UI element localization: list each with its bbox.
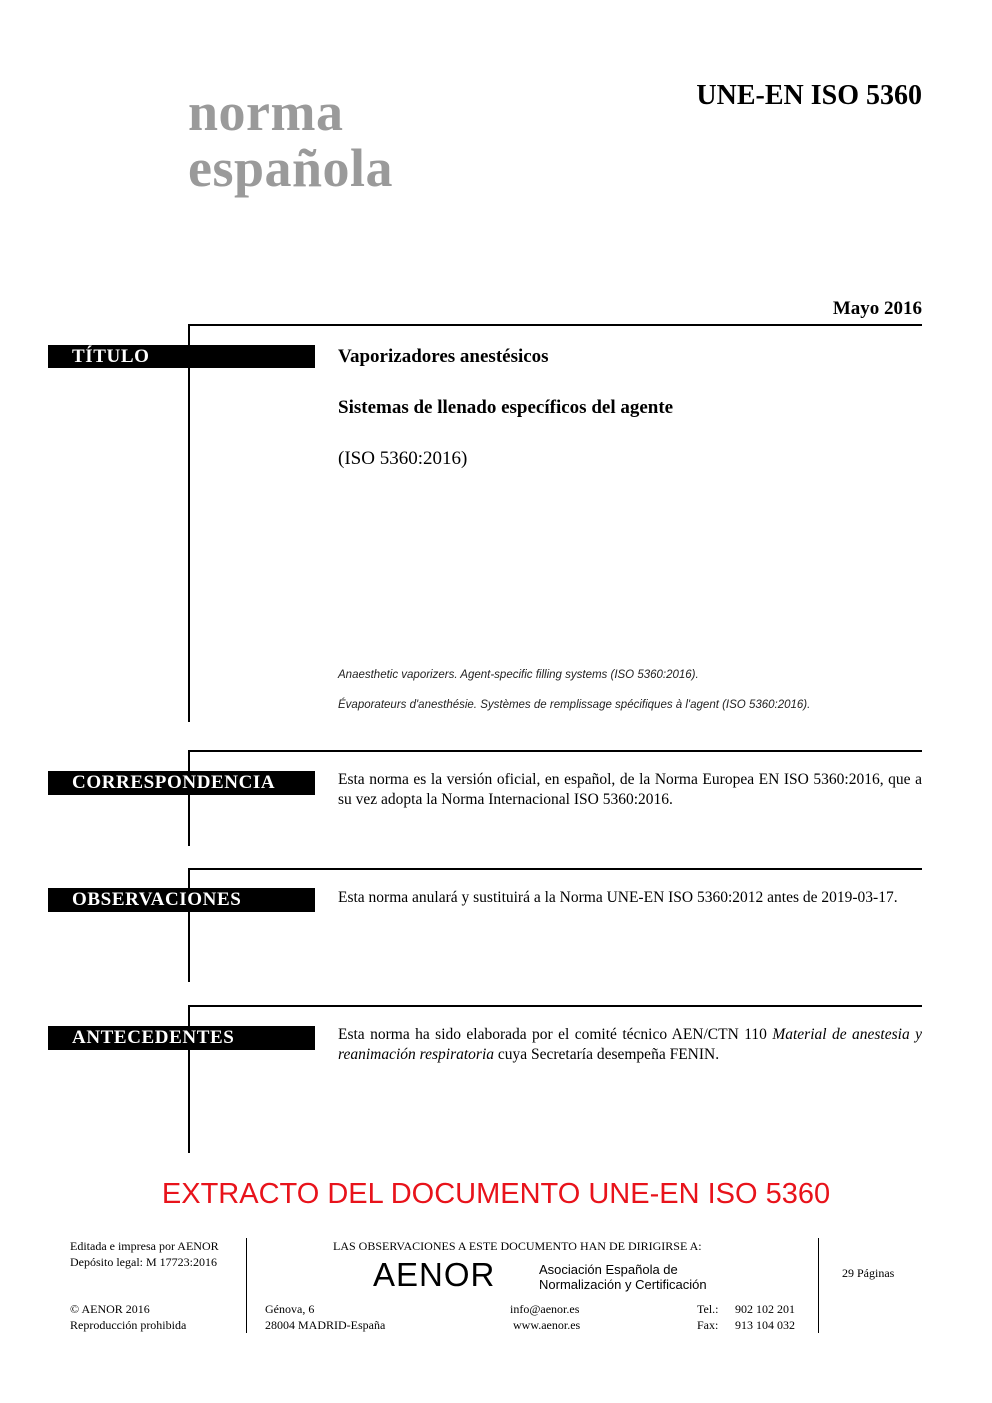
observaciones-text: Esta norma anulará y sustituirá a la Norma UNE-EN ISO 5360:2012 antes de 2019-03-17. <box>338 889 898 906</box>
aenor-org-line-1: Asociación Española de <box>539 1262 678 1277</box>
title-subtitle: Sistemas de llenado específicos del agente <box>338 397 674 418</box>
observaciones-top-rule <box>188 868 922 870</box>
observaciones-label: OBSERVACIONES <box>48 888 315 912</box>
antecedentes-text-end: cuya Secretaría desempeña FENIN. <box>494 1046 720 1063</box>
brand-title <box>188 84 393 196</box>
antecedentes-text <box>338 1025 922 1065</box>
brand-line-2: española <box>188 138 394 198</box>
footer-reproduction: Reproducción prohibida <box>70 1318 187 1332</box>
footer-phone <box>697 1301 795 1333</box>
titulo-side-rule <box>188 324 190 722</box>
aenor-logo-wordmark: AENOR <box>373 1256 496 1293</box>
brand-line-1: norma <box>188 82 344 142</box>
footer-pages: 29 Páginas <box>842 1266 895 1280</box>
footer-address <box>265 1301 385 1333</box>
footer-contact <box>510 1301 580 1333</box>
antecedentes-top-rule <box>188 1005 922 1007</box>
footer-fax: 913 104 032 <box>735 1318 795 1332</box>
footer-deposit: Depósito legal: M 17723:2016 <box>70 1255 217 1269</box>
footer-email[interactable]: info@aenor.es <box>510 1302 580 1316</box>
titulo-label: TÍTULO <box>48 345 315 368</box>
title-french: Évaporateurs d'anesthésie. Systèmes de remplissage spécifiques à l'agent (ISO 5360:2016). <box>338 699 811 711</box>
antecedentes-label: ANTECEDENTES <box>48 1026 315 1050</box>
footer-tel-row <box>697 1301 795 1317</box>
antecedentes-committee-name: Material de anestesia y reanimación respiratoria <box>338 1026 922 1063</box>
correspondencia-side-rule <box>188 750 190 846</box>
footer-edition <box>70 1238 219 1270</box>
publication-date: Mayo 2016 <box>832 298 922 319</box>
footer-address-street: Génova, 6 <box>265 1302 315 1316</box>
footer-web[interactable]: www.aenor.es <box>513 1318 581 1332</box>
observaciones-side-rule <box>188 868 190 982</box>
footer-fax-row <box>697 1317 795 1333</box>
correspondencia-label: CORRESPONDENCIA <box>48 771 315 795</box>
titulo-top-rule <box>188 324 922 326</box>
title-main: Vaporizadores anestésicos <box>338 346 549 367</box>
standard-code: UNE-EN ISO 5360 <box>696 80 922 111</box>
aenor-org-line-2: Normalización y Certificación <box>539 1277 707 1292</box>
title-english: Anaesthetic vaporizers. Agent-specific filling systems (ISO 5360:2016). <box>338 669 699 681</box>
footer-rights <box>70 1301 186 1333</box>
footer-tel-label: Tel.: <box>697 1302 719 1316</box>
footer-address-city: 28004 MADRID-España <box>265 1318 386 1332</box>
extract-banner: EXTRACTO DEL DOCUMENTO UNE-EN ISO 5360 <box>161 1178 831 1210</box>
title-reference: (ISO 5360:2016) <box>338 448 468 469</box>
correspondencia-top-rule <box>188 750 922 752</box>
footer-divider-left <box>246 1238 247 1333</box>
footer-tel: 902 102 201 <box>735 1302 795 1316</box>
footer-observations: LAS OBSERVACIONES A ESTE DOCUMENTO HAN DE DIRIGIRSE A: <box>333 1239 702 1253</box>
footer-fax-label: Fax: <box>697 1318 719 1332</box>
aenor-org-name <box>539 1262 707 1292</box>
correspondencia-text: Esta norma es la versión oficial, en español, de la Norma Europea EN ISO 5360:2016, que a su vez adopta la Norma Internacional ISO 5360:2016. <box>338 771 922 808</box>
footer-divider-right <box>818 1238 819 1333</box>
antecedentes-text-start: Esta norma ha sido elaborada por el comité técnico AEN/CTN 110 <box>338 1026 773 1043</box>
footer-copyright: © AENOR 2016 <box>70 1302 150 1316</box>
footer-edited: Editada e impresa por AENOR <box>70 1239 219 1253</box>
